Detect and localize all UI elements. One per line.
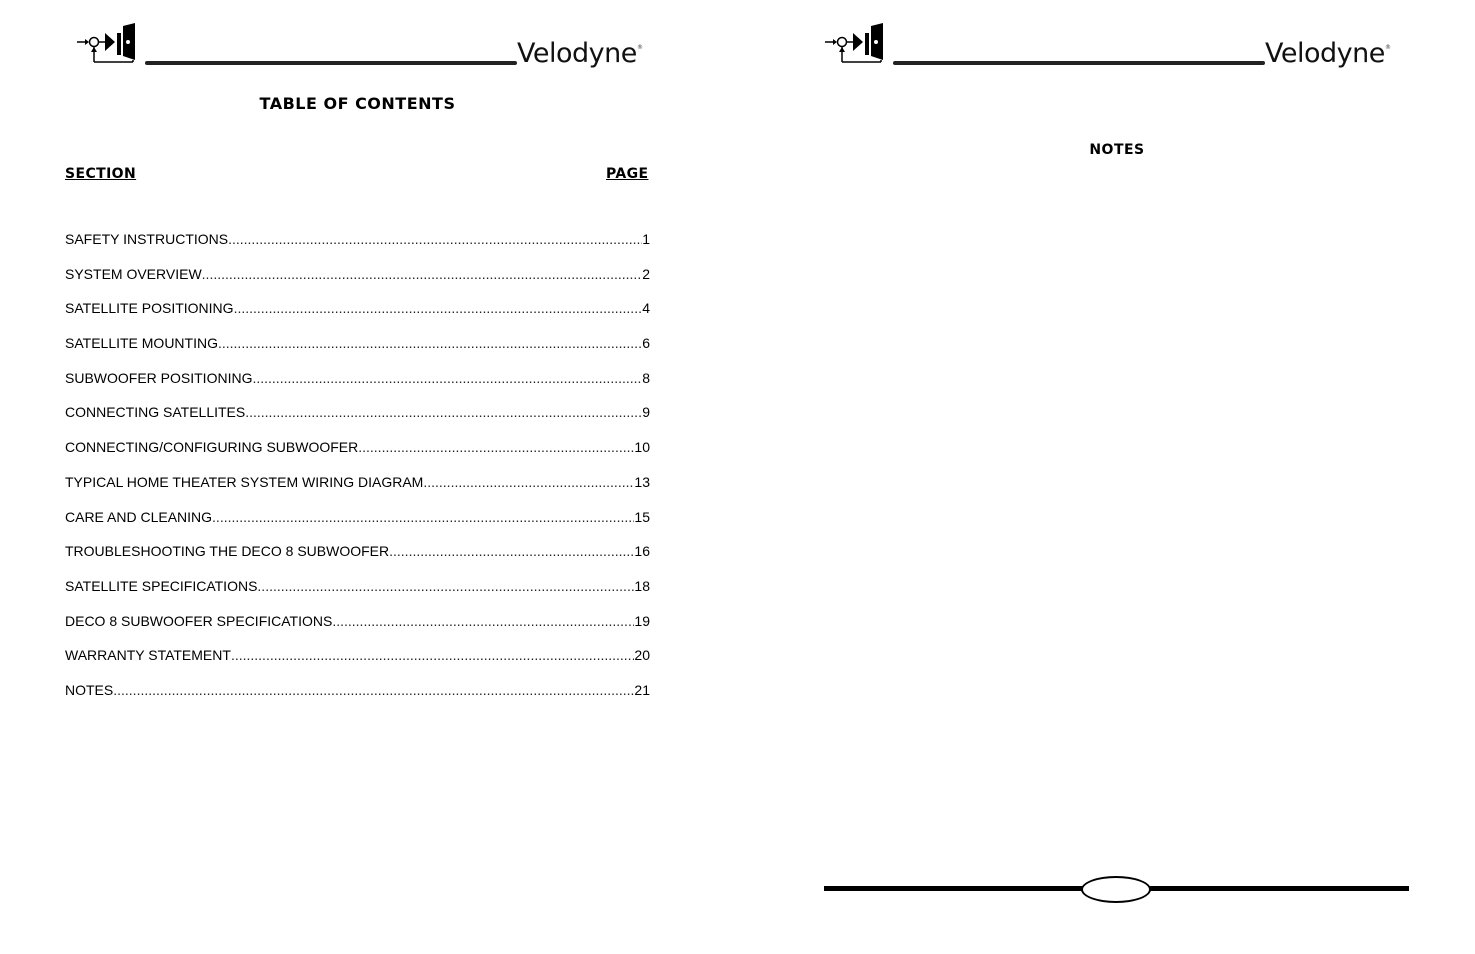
toc-entry	[65, 335, 650, 370]
toc-entry	[65, 439, 650, 474]
toc-entry	[65, 370, 650, 405]
toc-entry-page: 8	[642, 369, 650, 386]
toc-entry-label: CARE AND CLEANING	[65, 508, 213, 525]
toc-dot-leader	[228, 231, 642, 247]
toc-entry-label: SATELLITE MOUNTING	[65, 335, 218, 352]
brand-logo: Velodyne	[1265, 38, 1385, 69]
toc-entry	[65, 682, 650, 717]
toc-entry	[65, 543, 650, 578]
toc-entry-page: 19	[634, 612, 650, 629]
toc-entry-page: 16	[634, 543, 650, 560]
toc-entry	[65, 613, 650, 648]
toc-entry	[65, 300, 650, 335]
toc-entry-page: 6	[642, 335, 650, 352]
notes-title: NOTES	[1089, 142, 1145, 158]
toc-entry-label: CONNECTING SATELLITES	[65, 404, 246, 421]
toc-entry-label: TROUBLESHOOTING THE DECO 8 SUBWOOFER	[65, 543, 390, 560]
toc-dot-leader	[202, 266, 643, 282]
toc-entry-page: 13	[634, 473, 650, 490]
toc-entry-label: TYPICAL HOME THEATER SYSTEM WIRING DIAGRAM	[65, 473, 424, 490]
toc-entry	[65, 266, 650, 301]
toc-dot-leader	[212, 509, 634, 525]
toc-entry	[65, 404, 650, 439]
page-number-oval	[1081, 876, 1151, 903]
page-header	[823, 20, 1393, 75]
toc-entry	[65, 509, 650, 544]
toc-entry	[65, 647, 650, 682]
toc-list	[65, 231, 650, 717]
toc-entry-page: 4	[642, 300, 650, 317]
toc-dot-leader	[389, 543, 634, 559]
toc-dot-leader	[231, 647, 634, 663]
toc-entry-label: SAFETY INSTRUCTIONS	[65, 231, 229, 247]
toc-entry-page: 15	[634, 508, 650, 525]
toc-dot-leader	[423, 474, 634, 490]
toc-dot-leader	[234, 300, 643, 316]
notes-page	[737, 0, 1475, 954]
header-rule	[145, 61, 517, 65]
page-column-header: PAGE	[606, 166, 649, 182]
header-rule	[893, 61, 1265, 65]
toc-entry-page: 21	[634, 681, 650, 698]
toc-dot-leader	[252, 370, 642, 386]
brand-logo: Velodyne	[517, 38, 637, 69]
speaker-logo-icon	[75, 20, 139, 68]
toc-entry-page: 20	[634, 647, 650, 664]
toc-entry-label: CONNECTING/CONFIGURING SUBWOOFER	[65, 439, 359, 456]
toc-dot-leader	[358, 439, 634, 455]
section-column-header: SECTION	[65, 166, 137, 182]
toc-dot-leader	[332, 613, 634, 629]
toc-entry-page: 1	[642, 231, 650, 247]
toc-entry-label: DECO 8 SUBWOOFER SPECIFICATIONS	[65, 612, 333, 629]
toc-dot-leader	[218, 335, 642, 351]
toc-dot-leader	[245, 404, 642, 420]
toc-title: TABLE OF CONTENTS	[259, 94, 456, 113]
toc-entry	[65, 231, 650, 266]
toc-entry-label: NOTES	[65, 681, 114, 698]
toc-entry-label: WARRANTY STATEMENT	[65, 647, 231, 664]
toc-page	[0, 0, 737, 954]
toc-entry	[65, 578, 650, 613]
toc-entry-page: 18	[634, 577, 650, 594]
toc-entry-label: SATELLITE SPECIFICATIONS	[65, 577, 258, 594]
registered-mark: ®	[1385, 44, 1391, 51]
toc-dot-leader	[113, 682, 634, 698]
toc-entry-page: 10	[634, 439, 650, 456]
toc-entry-label: SUBWOOFER POSITIONING	[65, 369, 253, 386]
toc-entry	[65, 474, 650, 509]
registered-mark: ®	[637, 44, 643, 51]
toc-dot-leader	[257, 578, 634, 594]
toc-entry-label: SYSTEM OVERVIEW	[65, 265, 202, 282]
toc-entry-label: SATELLITE POSITIONING	[65, 300, 234, 317]
toc-entry-page: 2	[642, 265, 650, 282]
toc-entry-page: 9	[642, 404, 650, 421]
page-header	[75, 20, 645, 75]
speaker-logo-icon	[823, 20, 887, 68]
